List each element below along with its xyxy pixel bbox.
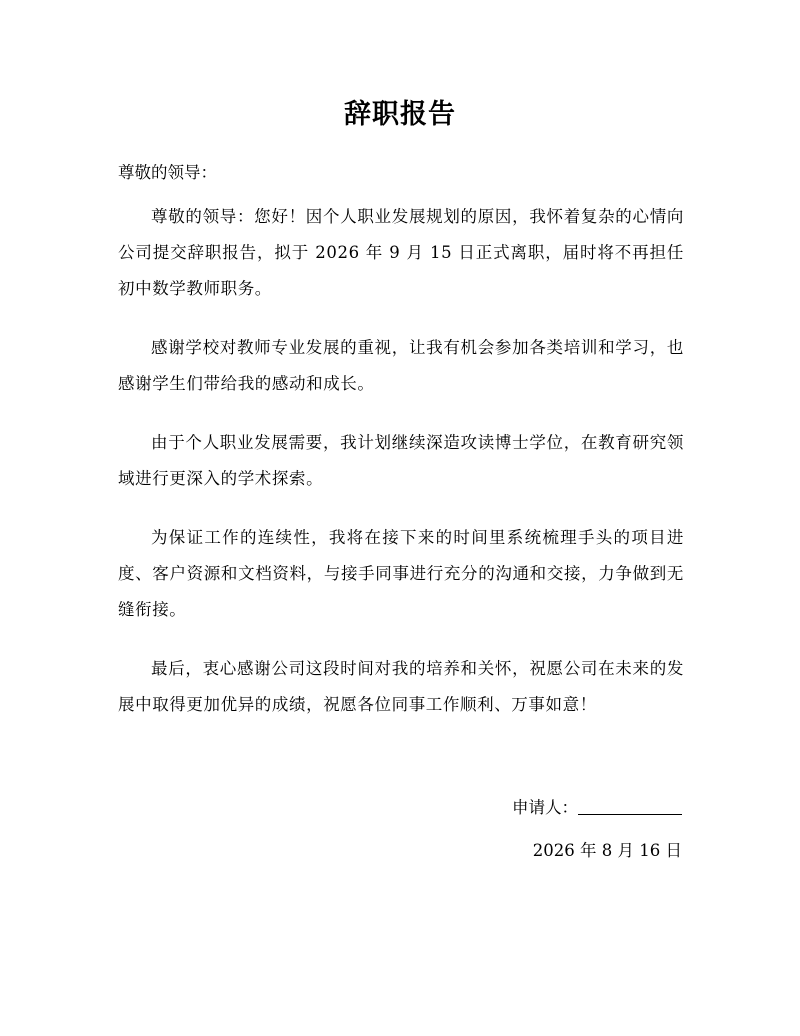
letter-body (118, 199, 684, 746)
paragraph-handover: 为保证工作的连续性，我将在接下来的时间里系统梳理手头的项目进度、客户资源和文档资料，与接手同事进行充分的沟通和交接，力争做到无缝衔接。 (118, 528, 684, 619)
document-title: 辞职报告 (344, 99, 456, 130)
paragraph-thanks: 感谢学校对教师专业发展的重视，让我有机会参加各类培训和学习，也感谢学生们带给我的感动和成长。 (118, 338, 684, 393)
applicant-signature (512, 793, 682, 823)
paragraph-greeting: 尊敬的领导：您好！因个人职业发展规划的原因，我怀着复杂的心情向公司提交辞职报告，拟于 2026 年 9 月 15 日正式离职，届时将不再担任初中数学教师职务。 (118, 207, 684, 298)
applicant-label: 申请人： (512, 798, 578, 817)
paragraph-reason: 由于个人职业发展需要，我计划继续深造攻读博士学位，在教育研究领域进行更深入的学术探索。 (118, 433, 684, 488)
signature-line (578, 796, 682, 815)
letter-date: 2026 年 8 月 16 日 (532, 841, 682, 860)
paragraph-closing: 最后，衷心感谢公司这段时间对我的培养和关怀，祝愿公司在未来的发展中取得更加优异的成绩，祝愿各位同事工作顺利、万事如意！ (118, 659, 684, 714)
salutation: 尊敬的领导： (118, 163, 217, 182)
